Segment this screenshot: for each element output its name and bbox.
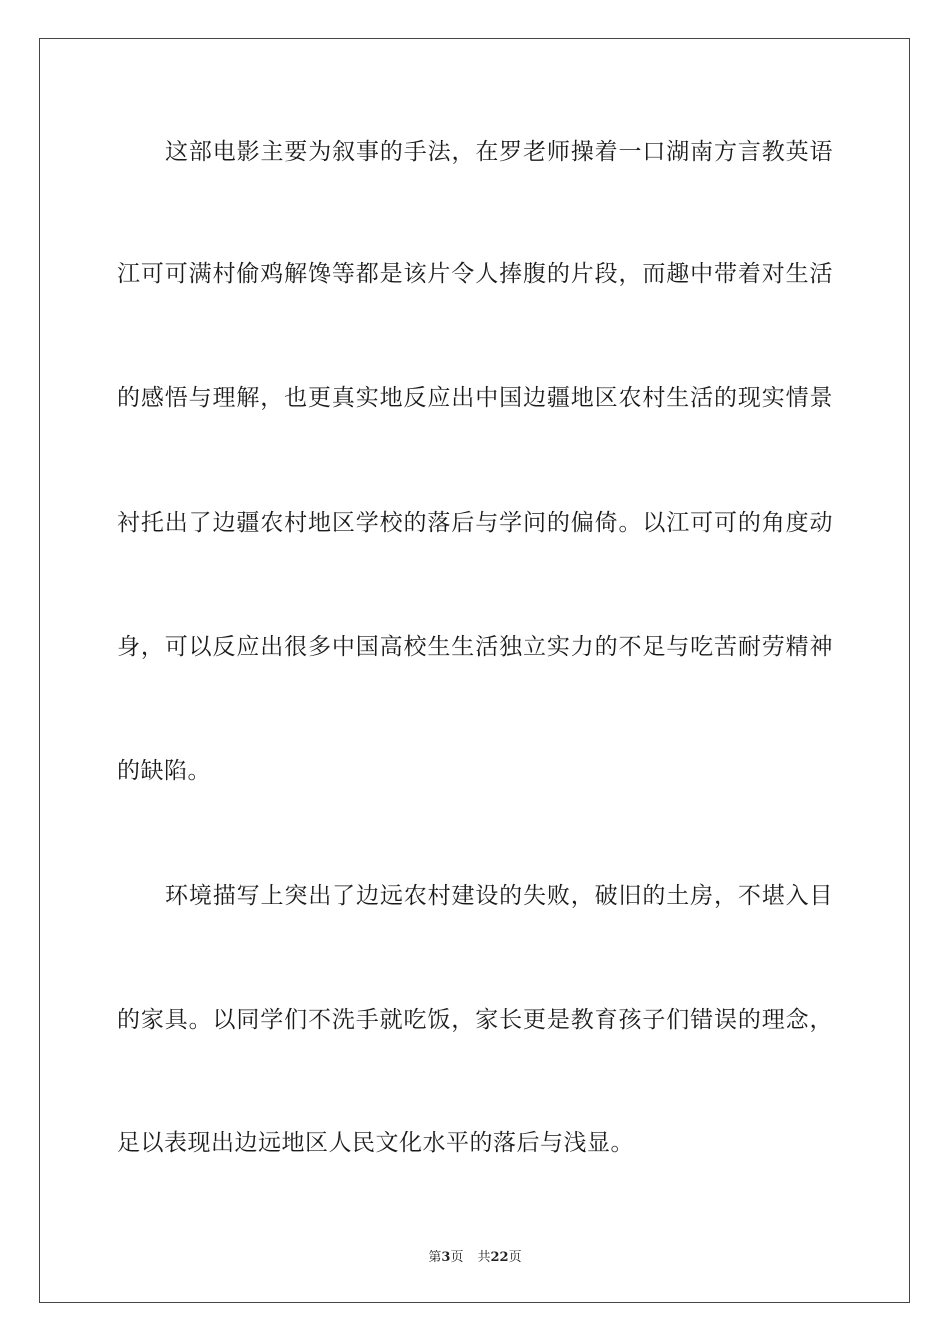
paragraph-2-line-3: 足以表现出边远地区人民文化水平的落后与浅显。 <box>117 1130 634 1156</box>
paragraph-1-line-4: 衬托出了边疆农村地区学校的落后与学问的偏倚。以江可可的角度动 <box>117 510 833 536</box>
paragraph-1-line-2: 江可可满村偷鸡解馋等都是该片令人捧腹的片段，而趣中带着对生活 <box>117 261 833 287</box>
page-prefix: 第 <box>428 1250 442 1265</box>
page-border <box>39 38 910 1303</box>
paragraph-2-line-2: 的家具。以同学们不洗手就吃饭，家长更是教育孩子们错误的理念， <box>117 1007 833 1033</box>
page-number: 3 <box>441 1250 451 1265</box>
total-prefix: 共 <box>477 1250 491 1265</box>
paragraph-1-line-5: 身，可以反应出很多中国高校生生活独立实力的不足与吃苦耐劳精神 <box>117 634 833 660</box>
page-suffix: 页 <box>450 1250 464 1265</box>
paragraph-1-line-3: 的感悟与理解，也更真实地反应出中国边疆地区农村生活的现实情景 <box>117 385 833 411</box>
page-footer <box>0 1249 950 1267</box>
paragraph-2-line-1: 环境描写上突出了边远农村建设的失败，破旧的土房，不堪入目 <box>165 883 833 909</box>
paragraph-1-line-1: 这部电影主要为叙事的手法，在罗老师操着一口湖南方言教英语 <box>165 139 833 165</box>
paragraph-1-line-6: 的缺陷。 <box>117 758 211 784</box>
total-suffix: 页 <box>508 1250 522 1265</box>
total-pages: 22 <box>490 1250 509 1265</box>
